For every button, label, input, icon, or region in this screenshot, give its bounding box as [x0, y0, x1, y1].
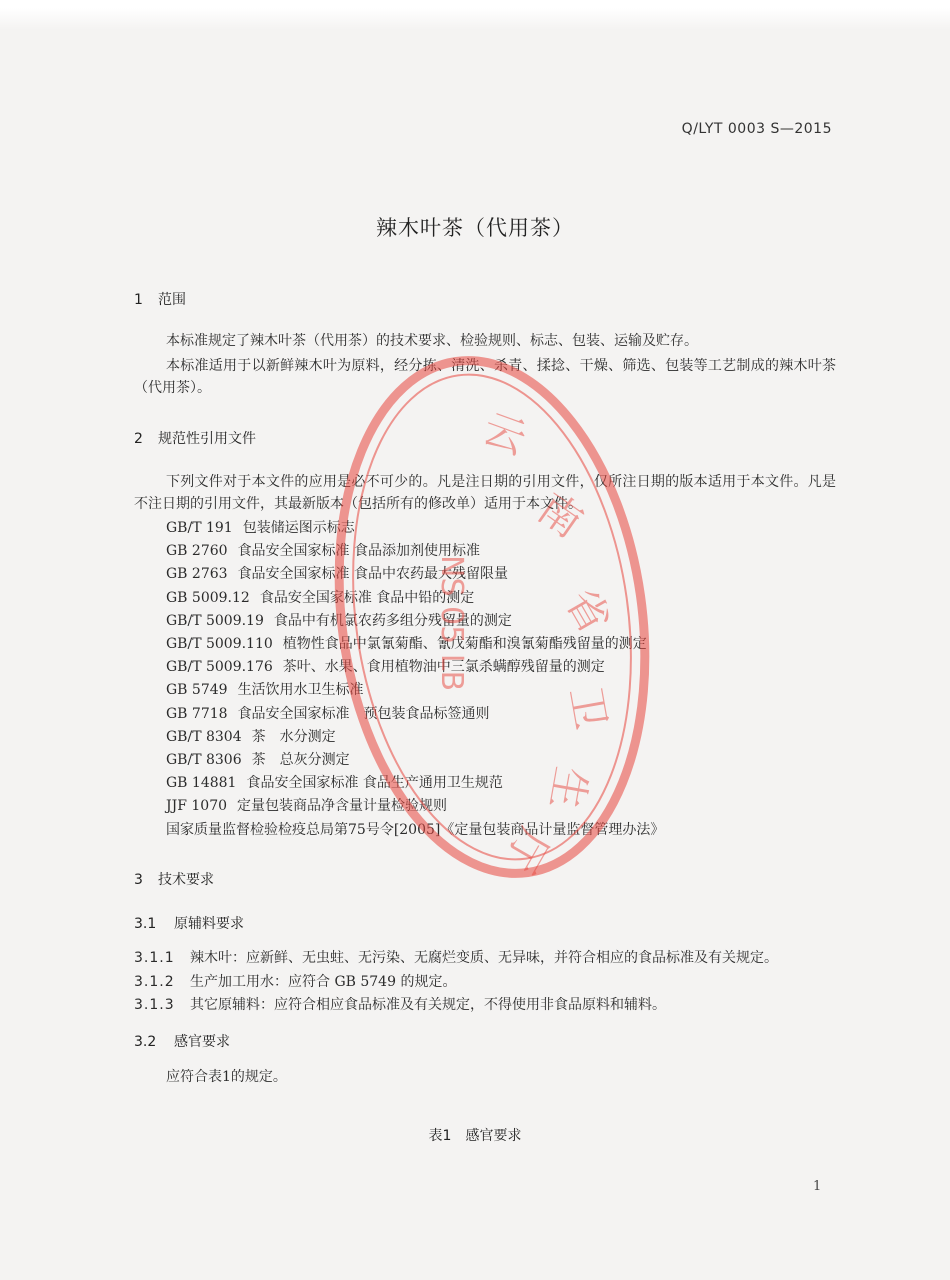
reference-title: 包装储运图示标志	[242, 520, 355, 536]
svg-text:南: 南	[529, 483, 592, 548]
subsection-number: 3.2	[134, 1034, 157, 1050]
svg-text:省: 省	[556, 580, 620, 642]
reference-code: GB/T 191	[166, 520, 233, 536]
reference-code: GB/T 5009.110	[166, 636, 273, 653]
reference-item	[166, 679, 664, 702]
reference-item	[166, 633, 664, 656]
clause-number: 3.1.1	[134, 950, 175, 966]
subsection-3-2-heading	[134, 1031, 230, 1051]
section-title: 规范性引用文件	[158, 431, 256, 447]
document-code: Q/LYT 0003 S—2015	[681, 121, 832, 137]
reference-item	[166, 610, 664, 633]
clause-text: 辣木叶：应新鲜、无虫蛀、无污染、无腐烂变质、无异味，并符合相应的食品标准及有关规定。	[190, 950, 778, 966]
reference-title: 茶 总灰分测定	[251, 752, 350, 769]
sensory-requirement-paragraph: 应符合表1的规定。	[166, 1069, 287, 1085]
reference-title: 食品安全国家标准 食品生产通用卫生规范	[246, 775, 503, 792]
clause-3-1-2	[134, 971, 456, 991]
subsection-title: 感官要求	[174, 1034, 230, 1050]
reference-code: GB/T 5009.19	[166, 612, 264, 629]
section-number: 1	[134, 292, 143, 308]
reference-code: GB 2760	[166, 543, 228, 560]
reference-item	[166, 703, 664, 726]
reference-code: GB 5009.12	[166, 589, 250, 606]
section-title: 范围	[158, 292, 186, 308]
svg-text:生: 生	[540, 763, 597, 814]
reference-title: 定量包装商品净含量计量检验规则	[237, 798, 448, 815]
reference-code: GB 14881	[166, 775, 237, 792]
subsection-3-1-heading	[134, 913, 244, 933]
reference-title: 食品安全国家标准 食品添加剂使用标准	[237, 543, 481, 560]
section-3-heading	[134, 869, 214, 889]
subsection-number: 3.1	[134, 916, 157, 932]
reference-title: 食品安全国家标准 食品中铅的测定	[259, 589, 475, 606]
references-intro-paragraph: 下列文件对于本文件的应用是必不可少的。凡是注日期的引用文件，仅所注日期的版本适用于本文件。凡是不注日期的引用文件，其最新版本（包括所有的修改单）适用于本文件。	[134, 474, 836, 512]
reference-code: GB/T 8304	[166, 728, 242, 745]
section-1-heading	[134, 289, 186, 309]
reference-title: 茶叶、水果、食用植物油中三氯杀螨醇残留量的测定	[282, 659, 605, 676]
reference-title: 食品安全国家标准 食品中农药最大残留限量	[237, 566, 509, 583]
reference-item	[166, 540, 664, 563]
svg-text:NS 05 LB: NS 05 LB	[434, 555, 469, 692]
reference-code: GB 7718	[166, 705, 228, 722]
page-number: 1	[813, 1179, 822, 1194]
svg-text:卫: 卫	[560, 683, 616, 734]
clause-3-1-3	[134, 994, 666, 1014]
reference-item	[166, 772, 664, 795]
table-1-caption: 表1 感官要求	[428, 1128, 522, 1144]
reference-item	[166, 795, 664, 818]
clause-number: 3.1.2	[134, 974, 175, 990]
clause-text: 其它原辅料：应符合相应食品标准及有关规定，不得使用非食品原料和辅料。	[190, 997, 666, 1013]
svg-text:云: 云	[476, 403, 533, 464]
reference-title: 食品中有机氯农药多组分残留量的测定	[273, 612, 512, 629]
reference-item	[166, 587, 664, 610]
clause-text: 生产加工用水：应符合 GB 5749 的规定。	[190, 974, 457, 990]
scope-paragraph-2: 本标准适用于以新鲜辣木叶为原料，经分拣、清洗、杀青、揉捻、干燥、筛选、包装等工艺制成的辣木叶茶（代用茶）。	[134, 358, 836, 396]
reference-item	[166, 517, 664, 540]
reference-code: GB/T 8306	[166, 752, 242, 769]
reference-code: JJF 1070	[166, 798, 228, 815]
reference-title: 食品安全国家标准 预包装食品标签通则	[237, 705, 490, 722]
section-number: 2	[134, 431, 143, 447]
page-top-edge	[0, 0, 950, 30]
clause-3-1-1	[134, 947, 778, 967]
reference-title: 茶 水分测定	[251, 728, 336, 745]
section-title: 技术要求	[158, 872, 214, 888]
normative-reference-list	[166, 517, 664, 842]
reference-code: GB 5749	[166, 682, 228, 699]
reference-item	[166, 749, 664, 772]
document-title: 辣木叶茶（代用茶）	[376, 216, 574, 240]
svg-text:厅: 厅	[495, 820, 559, 881]
section-2-heading	[134, 428, 256, 448]
reference-item	[166, 726, 664, 749]
clause-number: 3.1.3	[134, 997, 175, 1013]
reference-item	[166, 563, 664, 586]
section-number: 3	[134, 872, 143, 888]
scope-paragraph-1: 本标准规定了辣木叶茶（代用茶）的技术要求、检验规则、标志、包装、运输及贮存。	[166, 333, 698, 349]
reference-item	[166, 819, 664, 842]
subsection-title: 原辅料要求	[174, 916, 244, 932]
reference-code: GB 2763	[166, 566, 228, 583]
reference-title: 植物性食品中氯氰菊酯、氰戊菊酯和溴氰菊酯残留量的测定	[282, 636, 647, 653]
reference-title: 生活饮用水卫生标准	[237, 682, 364, 699]
reference-code: GB/T 5009.176	[166, 659, 273, 676]
reference-item	[166, 656, 664, 679]
reference-title: 国家质量监督检验检疫总局第75号令[2005]《定量包装商品计量监督管理办法》	[166, 821, 665, 838]
